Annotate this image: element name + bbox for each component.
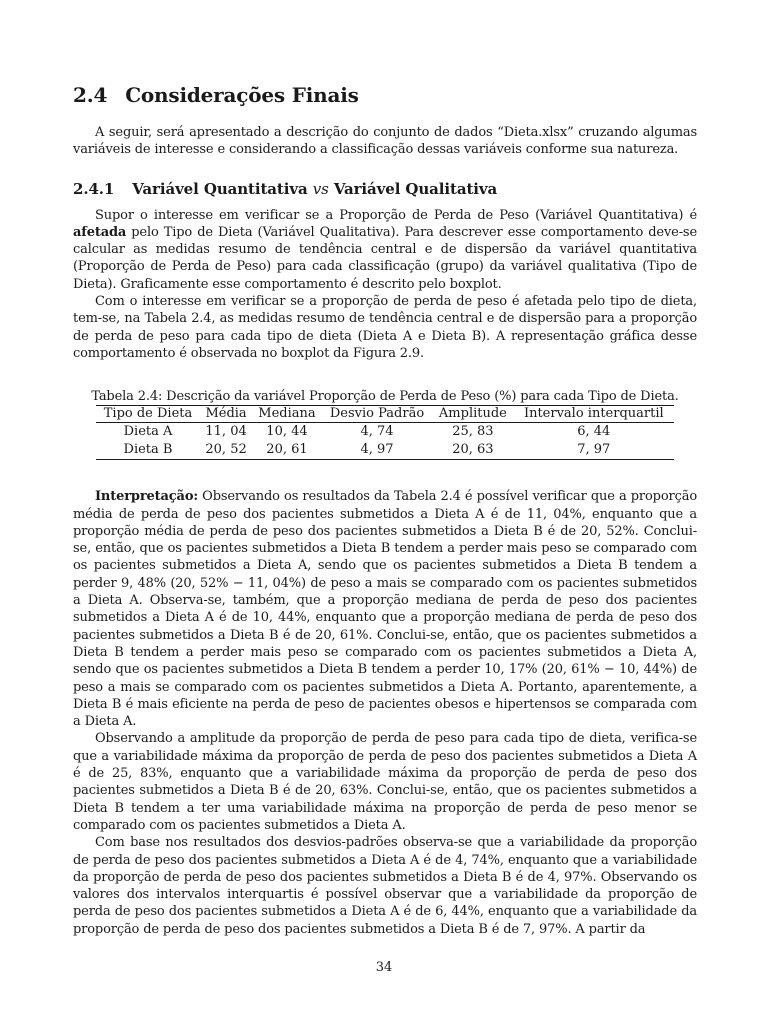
p1-text-before: Supor o interesse em verificar se a Proporção de Perda de Peso (Variável Quantitativa) é [95, 207, 697, 223]
header-iqr: Intervalo interquartil [514, 406, 674, 423]
intro-paragraph: A seguir, será apresentado a descrição do conjunto de dados “Dieta.xlsx” cruzando algumas variáveis de interesse e considerando a classificação dessas variáveis conforme sua natureza. [73, 125, 697, 158]
subsection-title-part2: Variável Qualitativa [333, 179, 498, 198]
header-diet-type: Tipo de Dieta [96, 406, 200, 423]
subsection-number: 2.4.1 [73, 179, 115, 198]
subsection-title-part1: Variável Quantitativa [132, 179, 308, 198]
section-title: Considerações Finais [125, 83, 359, 107]
summary-table [96, 405, 674, 460]
interpretation-paragraph-3: Com base nos resultados dos desvios-padrões observa-se que a variabilidade da proporção de perda de peso dos pacientes submetidos a Dieta A é de 4, 74%, enquanto que a variabilidade da proporção de perda de peso dos pacientes submetidos a Dieta B é de 4, 97%. Observando os valores dos intervalos interquartis é possível observar que a variabilidade da proporção de perda de peso dos pacientes submetidos a Dieta A é de 6, 44%, enquanto que a variabilidade da proporção de perda de peso dos pacientes submetidos a Dieta B é de 7, 97%. A partir da [73, 835, 697, 937]
interpretation-paragraph-1 [73, 488, 697, 730]
cell-diet: Dieta B [96, 441, 200, 460]
header-range: Amplitude [432, 406, 513, 423]
table-row [96, 423, 674, 442]
subsection-heading [73, 179, 697, 199]
subsection-paragraph-1 [73, 207, 697, 293]
p1-text-after: pelo Tipo de Dieta (Variável Qualitativa). Para descrever esse comportamento deve-se calcular as medidas resumo de tendência central e de dispersão da variável quantitativa (Proporção de Perda de Peso) para cada classificação (grupo) da variável qualitativa (Tipo de Dieta). Graficamente esse comportamento é descrito pelo boxplot. [73, 224, 697, 292]
subsection-title-vs: vs [312, 179, 329, 198]
cell-iqr: 7, 97 [514, 441, 674, 460]
section-number: 2.4 [73, 83, 108, 107]
subsection-paragraph-2: Com o interesse em verificar se a proporção de perda de peso é afetada pelo tipo de dieta, tem-se, na Tabela 2.4, as medidas resumo de tendência central e de dispersão para a proporção de perda de peso para cada tipo de dieta (Dieta A e Dieta B). A representação gráfica desse comportamento é observada no boxplot da Figura 2.9. [73, 294, 697, 361]
table-caption: Tabela 2.4: Descrição da variável Proporção de Perda de Peso (%) para cada Tipo de Dieta. [91, 389, 679, 405]
interpretation-label: Interpretação: [95, 489, 199, 505]
p1-bold-word: afetada [73, 224, 127, 240]
interpretation-paragraph-2: Observando a amplitude da proporção de perda de peso para cada tipo de dieta, verifica-se que a variabilidade máxima da proporção de perda de peso dos pacientes submetidos a Dieta A é de 25, 83%, enquanto que a variabilidade máxima da proporção de perda de peso dos pacientes submetidos a Dieta B é de 20, 63%. Conclui-se, então, que os pacientes submetidos a Dieta B tendem a ter uma variabilidade máxima na proporção de perda de peso menor se comparado com os pacientes submetidos a Dieta A. [73, 731, 697, 833]
cell-median: 20, 61 [252, 441, 322, 460]
cell-range: 20, 63 [432, 441, 513, 460]
document-page [73, 80, 697, 938]
cell-mean: 11, 04 [205, 424, 247, 440]
cell-diet: Dieta A [123, 424, 173, 440]
section-heading [73, 80, 697, 110]
cell-range: 25, 83 [452, 424, 494, 440]
interpretation-text: Observando os resultados da Tabela 2.4 é possível verificar que a proporção média de perda de peso dos pacientes submetidos a Dieta A é de 11, 04%, enquanto que a proporção média de perda de peso dos pacientes submetidos a Dieta B é de 20, 52%. Conclui-se, então, que os pacientes submetidos a Dieta B tendem a perder mais peso se comparado com os pacientes submetidos a Dieta A, sendo que os pacientes submetidos a Dieta B tendem a perder 9, 48% (20, 52% − 11, 04%) de peso a mais se comparado com os pacientes submetidos a Dieta A. Observa-se, também, que a proporção mediana de perda de peso dos pacientes submetidos a Dieta A é de 10, 44%, enquanto que a proporção mediana de perda de peso dos pacientes submetidos a Dieta B é de 20, 61%. Conclui-se, então, que os pacientes submetidos a Dieta B tendem a perder mais peso se comparado com os pacientes submetidos a Dieta A, sendo que os pacientes submetidos a Dieta B tendem a perder 10, 17% (20, 61% − 10, 44%) de peso a mais se comparado com os pacientes submetidos a Dieta A. Portanto, aparentemente, a Dieta B é mais eficiente na perda de peso de pacientes obesos e hipertensos se comparada com a Dieta A. [73, 489, 697, 730]
cell-iqr: 6, 44 [577, 424, 611, 440]
header-std-dev: Desvio Padrão [322, 406, 432, 423]
table-header-row [96, 406, 674, 423]
cell-mean: 20, 52 [200, 441, 252, 460]
header-median: Mediana [252, 406, 322, 423]
header-mean: Média [200, 406, 252, 423]
cell-std-dev: 4, 97 [322, 441, 432, 460]
cell-std-dev: 4, 74 [360, 424, 394, 440]
cell-median: 10, 44 [266, 424, 308, 440]
table-row [96, 441, 674, 460]
page-number: 34 [375, 960, 393, 975]
